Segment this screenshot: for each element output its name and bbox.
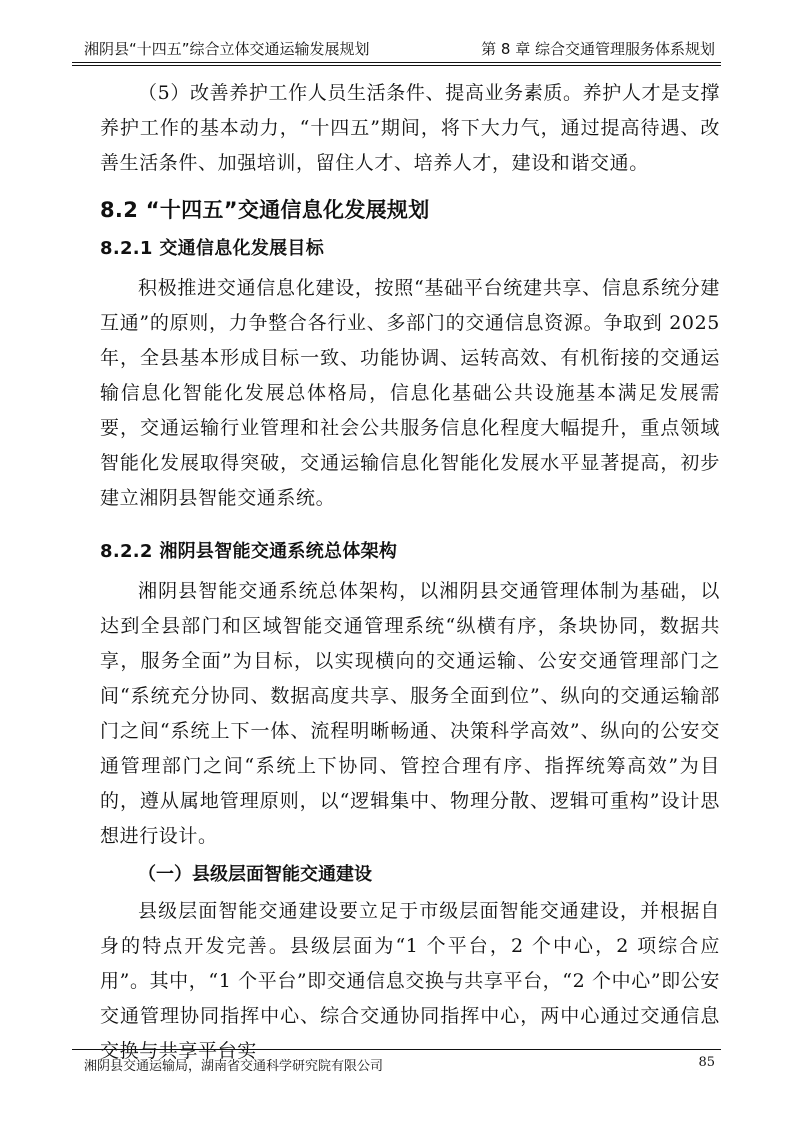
section-heading-8-2: 8.2 “十四五”交通信息化发展规划 (100, 198, 430, 222)
section-heading-8-2-1: 8.2.1 交通信息化发展目标 (100, 238, 325, 259)
footer-rule (72, 1049, 721, 1050)
page-number: 85 (698, 1055, 715, 1070)
subsection-heading-county-level: （一）县级层面智能交通建设 (138, 864, 372, 885)
section-heading-8-2-2: 8.2.2 湘阴县智能交通系统总体架构 (100, 541, 398, 562)
header-chapter-title: 第 8 章 综合交通管理服务体系规划 (481, 40, 715, 58)
footer-organizations: 湘阴县交通运输局，湖南省交通科学研究院有限公司 (84, 1059, 384, 1074)
paragraph-system-architecture: 湘阴县智能交通系统总体架构，以湘阴县交通管理体制为基础，以达到全县部门和区域智能交通管理系统“纵横有序，条块协同，数据共享，服务全面”为目标，以实现横向的交通运输、公安交通管理部门之间“系统充分协同、数据高度共享、服务全面到位”、纵向的交通运输部门之间“系统上下一体、流程明晰畅通、决策科学高效”、纵向的公安交通管理部门之间“系统上下协同、管控合理有序、指挥统筹高效”为目的，遵从属地管理原则，以“逻辑集中、物理分散、逻辑可重构”设计思想进行设计。 (100, 580, 720, 847)
page-body (100, 76, 720, 1069)
paragraph-maintenance-staff: （5）改善养护工作人员生活条件、提高业务素质。养护人才是支撑养护工作的基本动力，“十四五”期间，将下大力气，通过提高待遇、改善生活条件、加强培训，留住人才、培养人才，建设和谐交通。 (100, 82, 720, 174)
header-document-title: 湘阴县“十四五”综合立体交通运输发展规划 (84, 40, 370, 58)
paragraph-informatization-goal: 积极推进交通信息化建设，按照“基础平台统建共享、信息系统分建互通”的原则，力争整合各行业、多部门的交通信息资源。争取到 2025 年，全县基本形成目标一致、功能协调、运转高效、有机衔接的交通运输信息化智能化发展总体格局，信息化基础公共设施基本满足发展需要，交通运输行业管理和社会公共服务信息化程度大幅提升，重点领域智能化发展取得突破，交通运输信息化智能化发展水平显著提高，初步建立湘阴县智能交通系统。 (100, 277, 720, 509)
paragraph-county-level-construction: 县级层面智能交通建设要立足于市级层面智能交通建设，并根据自身的特点开发完善。县级层面为“1 个平台，2 个中心，2 项综合应用”。其中，“1 个平台”即交通信息交换与共享平台，“2 个中心”即公安交通管理协同指挥中心、综合交通协同指挥中心，两中心通过交通信息交换与共享平台实 (100, 900, 720, 1062)
header-rule-thin (72, 65, 721, 66)
page-footer (72, 1049, 721, 1074)
header-rule (72, 62, 721, 63)
page-header (72, 0, 721, 56)
